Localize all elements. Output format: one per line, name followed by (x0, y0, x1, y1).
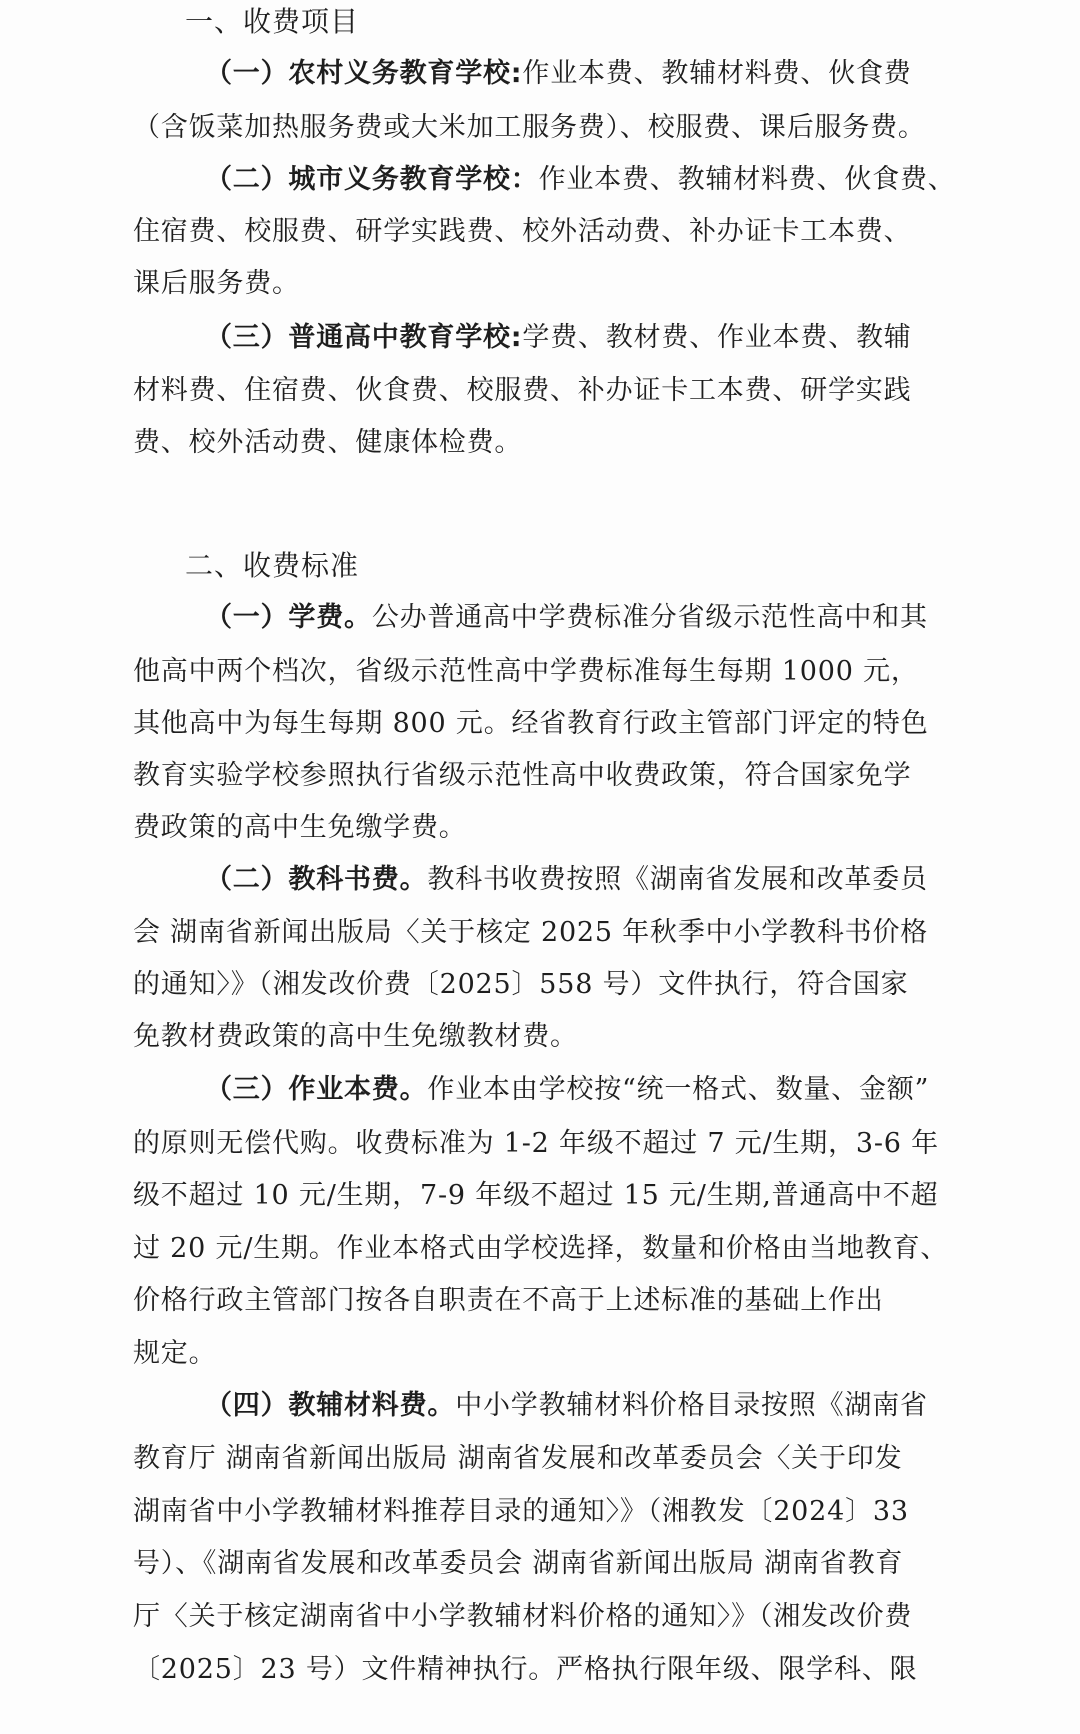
section1-item1-head: （一）农村义务教育学校: (205, 58, 523, 89)
section2-item1-head: （一）学费。 (205, 602, 372, 633)
section1-title: 一、收费项目 (185, 5, 360, 38)
section1-item1-line2: （含饭菜加热服务费或大米加工服务费）、校服费、课后服务费。 (133, 112, 926, 143)
section1-item3-line2: 材料费、住宿费、伙食费、校服费、补办证卡工本费、研学实践 (133, 375, 912, 406)
section2-item3-line5: 价格行政主管部门按各自职责在不高于上述标准的基础上作出 (133, 1285, 884, 1316)
section1-item1-text1: 作业本费、教辅材料费、伙食费 (522, 58, 912, 89)
section1-item3-head: （三）普通高中教育学校: (205, 322, 523, 353)
section1-item3-line3: 费、校外活动费、健康体检费。 (133, 427, 523, 458)
section1-item2-line2: 住宿费、校服费、研学实践费、校外活动费、补办证卡工本费、 (133, 216, 912, 247)
section2-item3-text1: 作业本由学校按“统一格式、数量、金额” (427, 1074, 930, 1105)
section2-item2-line4: 免教材费政策的高中生免缴教材费。 (133, 1021, 578, 1052)
section2-item2-line1 (205, 862, 928, 898)
section2-item4-line2: 教育厅 湖南省新闻出版局 湖南省发展和改革委员会〈关于印发 (133, 1443, 903, 1474)
section1-item2-line1 (205, 162, 956, 198)
section2-item2-line2: 会 湖南省新闻出版局〈关于核定 2025 年秋季中小学教科书价格 (133, 917, 929, 948)
section2-item3-line1 (205, 1072, 929, 1108)
section1-item1-line1 (205, 56, 912, 92)
section2-item4-line1 (205, 1388, 928, 1424)
section2-item1-line2: 他高中两个档次，省级示范性高中学费标准每生每期 1000 元， (133, 656, 919, 687)
section2-item2-head: （二）教科书费。 (205, 864, 428, 895)
section2-item2-line3: 的通知〉》（湘发改价费〔2025〕558 号）文件执行，符合国家 (133, 969, 909, 1000)
section2-title: 二、收费标准 (185, 549, 360, 582)
section2-item1-line5: 费政策的高中生免缴学费。 (133, 812, 467, 843)
section2-item3-head: （三）作业本费。 (205, 1074, 428, 1105)
section2-item1-text1: 公办普通高中学费标准分省级示范性高中和其 (371, 602, 928, 633)
section2-item4-line5: 厅〈关于核定湖南省中小学教辅材料价格的通知〉》（湘发改价费 (133, 1601, 913, 1632)
section2-item1-line1 (205, 600, 928, 636)
section2-item4-text1: 中小学教辅材料价格目录按照《湖南省 (455, 1390, 928, 1421)
section2-item3-line4: 过 20 元/生期。作业本格式由学校选择，数量和价格由当地教育、 (133, 1233, 949, 1264)
section2-item4-line6: 〔2025〕23 号）文件精神执行。严格执行限年级、限学科、限 (133, 1654, 918, 1685)
section2-item3-line3: 级不超过 10 元/生期，7-9 年级不超过 15 元/生期,普通高中不超 (133, 1180, 939, 1211)
section1-item3-text1: 学费、教材费、作业本费、教辅 (522, 322, 912, 353)
section2-item4-head: （四）教辅材料费。 (205, 1390, 456, 1421)
section1-item2-text1: 作业本费、教辅材料费、伙食费、 (538, 164, 956, 195)
section2-item3-line2: 的原则无偿代购。收费标准为 1-2 年级不超过 7 元/生期，3-6 年 (133, 1128, 939, 1159)
section1-item2-head: （二）城市义务教育学校： (205, 164, 539, 195)
section2-item3-line6: 规定。 (133, 1338, 217, 1369)
section2-item1-line4: 教育实验学校参照执行省级示范性高中收费政策，符合国家免学 (133, 760, 912, 791)
section2-item2-text1: 教科书收费按照《湖南省发展和改革委员 (427, 864, 928, 895)
section1-item3-line1 (205, 320, 912, 356)
section2-item4-line3: 湖南省中小学教辅材料推荐目录的通知〉》（湘教发〔2024〕33 (133, 1496, 909, 1527)
section1-item2-line3: 课后服务费。 (133, 268, 300, 299)
section2-item1-line3: 其他高中为每生每期 800 元。经省教育行政主管部门评定的特色 (133, 708, 929, 739)
section2-item4-line4: 号）、《湖南省发展和改革委员会 湖南省新闻出版局 湖南省教育 (133, 1548, 904, 1579)
